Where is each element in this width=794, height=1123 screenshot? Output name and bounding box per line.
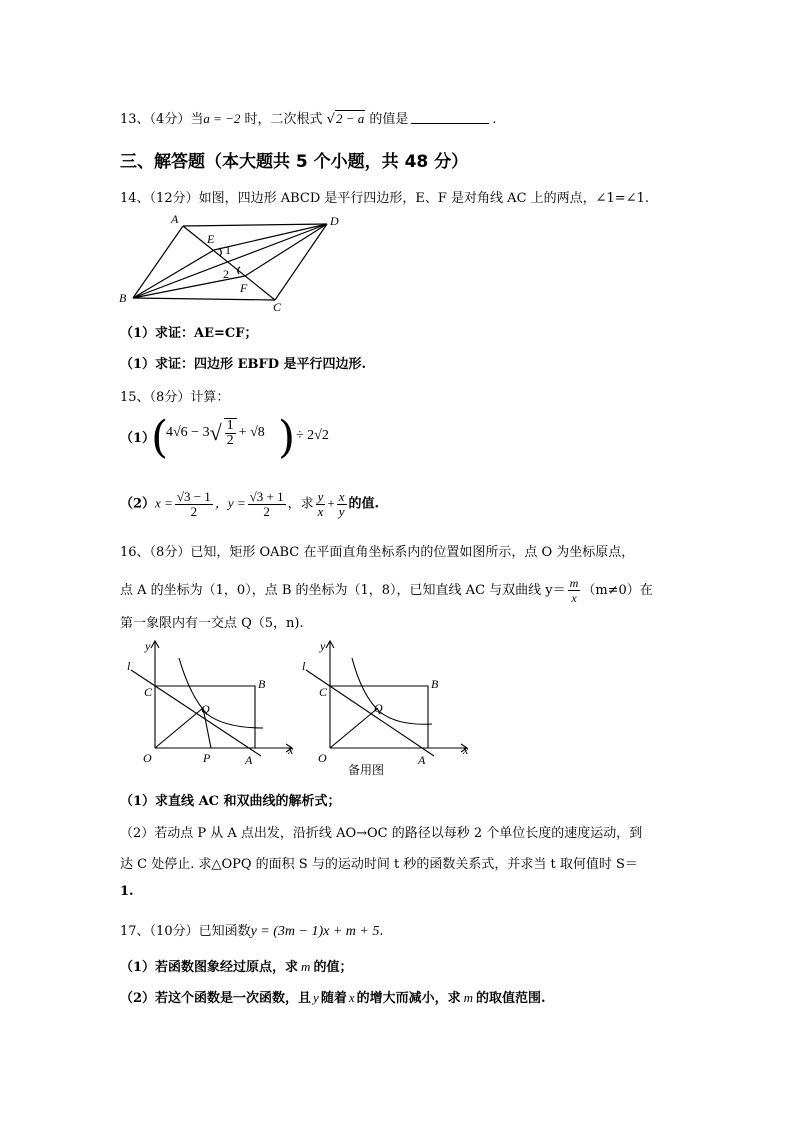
y-over-x bbox=[316, 490, 326, 519]
q15-head: 15、（8分）计算： bbox=[120, 390, 230, 405]
q16-line2-a: 点 A 的坐标为（1，0），点 B 的坐标为（1，8），已知直线 AC 与双曲线 y＝ bbox=[120, 583, 566, 598]
q16-part2-a: （2）若动点 P 从 A 点出发，沿折线 AO→OC 的路径以每秒 2 个单位长度的速度运动，到 bbox=[120, 826, 643, 841]
q16-part2-b: 达 C 处停止. 求△OPQ 的面积 S 与的运动时间 t 秒的函数关系式，并求当 t 取何值时 S＝ bbox=[120, 857, 638, 872]
label-a: A bbox=[171, 212, 179, 226]
q17-p1-b: 的值； bbox=[313, 960, 353, 975]
point-b-label: B bbox=[258, 677, 266, 691]
point-q-label: Q bbox=[201, 702, 210, 716]
x-over-y bbox=[337, 490, 347, 519]
section-heading: 三、解答题（本大题共 5 个小题，共 48 分） bbox=[120, 152, 469, 172]
q14-stem: 14、（12分）如图，四边形 ABCD 是平行四边形，E、F 是对角线 AC 上的两点，∠1=∠1. bbox=[120, 191, 649, 206]
point-a-label: A bbox=[245, 753, 253, 767]
sqrt-sign: √ bbox=[209, 420, 222, 446]
q13-mid: 时，二次根式 bbox=[240, 112, 327, 127]
q15-part1 bbox=[120, 427, 155, 446]
q15-p1-expr bbox=[166, 418, 265, 448]
frac-den: y bbox=[338, 504, 345, 519]
line-l-label: l bbox=[127, 659, 131, 673]
q16-line2 bbox=[120, 576, 653, 605]
parallelogram-figure bbox=[115, 212, 355, 314]
q17-end: . bbox=[379, 924, 384, 939]
q16-line1: 16、（8分）已知，矩形 OABC 在平面直角坐标系内的位置如图所示，点 O 为坐标原点， bbox=[120, 545, 635, 560]
line-l-label: l bbox=[302, 659, 306, 673]
q17-formula: y = (3m − 1)x + m + 5 bbox=[250, 924, 380, 939]
q15-p2-label: （2） bbox=[120, 496, 156, 512]
angle-2-label: 2 bbox=[223, 267, 229, 281]
q15-p2-y: ，y = bbox=[214, 495, 246, 511]
var-y: y bbox=[313, 990, 319, 1005]
frac-num: √3 + 1 bbox=[249, 489, 284, 504]
q17-part1 bbox=[120, 956, 352, 975]
frac-den: 2 bbox=[263, 504, 270, 519]
m-over-x bbox=[568, 576, 581, 605]
q15-p1-frac bbox=[224, 418, 237, 448]
frac-den: 2 bbox=[190, 504, 198, 519]
label-c: C bbox=[273, 300, 282, 314]
q16-line2-b: （m≠0）在 bbox=[582, 583, 653, 598]
q15-part2 bbox=[120, 490, 379, 519]
point-a-label: A bbox=[418, 753, 426, 767]
axis-y-label: y bbox=[145, 639, 151, 653]
point-q-label: Q bbox=[374, 701, 383, 715]
left-paren: ( bbox=[151, 412, 169, 463]
origin-label: O bbox=[318, 751, 327, 765]
axis-x-label: x bbox=[463, 743, 469, 757]
axis-x-label: x bbox=[288, 743, 294, 757]
plus-sign: + bbox=[327, 495, 335, 511]
q17-p2-a: （2）若这个函数是一次函数，且 bbox=[120, 991, 312, 1006]
q15-p1-label: （1） bbox=[120, 431, 156, 446]
point-p-label: P bbox=[203, 751, 211, 765]
coordinate-figure-main bbox=[115, 636, 305, 771]
y-fraction bbox=[248, 490, 286, 519]
var-m: m bbox=[301, 959, 311, 974]
frac-num: √3 − 1 bbox=[176, 489, 211, 504]
frac-num: y bbox=[317, 489, 324, 504]
q16-part2-c: 1. bbox=[120, 884, 134, 899]
x-fraction bbox=[175, 490, 213, 519]
label-e: E bbox=[207, 232, 215, 246]
q17-p2-c: 的增大而减小，求 bbox=[356, 991, 461, 1006]
q17-stem bbox=[120, 920, 384, 940]
frac-den: 2 bbox=[226, 433, 234, 448]
q16-part1: （1）求直线 AC 和双曲线的解析式； bbox=[120, 794, 341, 809]
q15-p2-ask: ，求 bbox=[287, 496, 314, 512]
var-x: x bbox=[348, 990, 355, 1005]
q15-p2-x: x = bbox=[155, 495, 173, 511]
frac-num: m bbox=[569, 576, 579, 590]
frac-num: 1 bbox=[226, 418, 234, 433]
q17-p2-d: 的取值范围. bbox=[476, 991, 546, 1006]
spare-figure-caption: 备用图 bbox=[348, 763, 385, 777]
coordinate-figure-spare bbox=[290, 636, 480, 781]
answer-blank[interactable] bbox=[411, 111, 489, 124]
var-m: m bbox=[463, 990, 474, 1005]
label-f: F bbox=[240, 281, 248, 295]
q17-head: 17、（10分）已知函数 bbox=[120, 924, 251, 939]
frac-den: x bbox=[317, 504, 324, 519]
right-paren: ) bbox=[278, 412, 296, 463]
q13-head: 13、（4分）当 bbox=[120, 112, 204, 127]
label-d: D bbox=[330, 214, 339, 228]
q15-p1-a: 4√6 − 3 bbox=[166, 425, 210, 441]
q13-condition: a = −2 bbox=[203, 111, 241, 126]
axis-y-label: y bbox=[320, 639, 326, 653]
q15-p2-tail: 的值. bbox=[348, 496, 380, 512]
q15-p1-tail: ÷ 2√2 bbox=[296, 428, 329, 443]
point-b-label: B bbox=[431, 677, 439, 691]
q16-line3: 第一象限内有一交点 Q（5，n). bbox=[120, 616, 304, 631]
q17-part2 bbox=[120, 987, 546, 1006]
q13-tail: 的值是 bbox=[365, 112, 409, 127]
point-c-label: C bbox=[319, 685, 328, 699]
frac-num: x bbox=[338, 489, 345, 504]
q13-end: . bbox=[492, 112, 497, 127]
q14-part2: （1）求证：四边形 EBFD 是平行四边形. bbox=[120, 357, 367, 372]
frac-den: x bbox=[571, 591, 577, 605]
point-c-label: C bbox=[144, 685, 153, 699]
angle-1-label: 1 bbox=[225, 243, 231, 257]
q15-p1-b: + √8 bbox=[238, 425, 265, 441]
question-13 bbox=[120, 108, 497, 127]
q13-radicand: 2 − a bbox=[335, 111, 365, 126]
origin-label: O bbox=[143, 751, 152, 765]
sqrt-sign: √ bbox=[326, 112, 335, 127]
q17-p1-a: （1）若函数图象经过原点，求 bbox=[120, 960, 299, 975]
q14-part1: （1）求证：AE=CF； bbox=[120, 326, 258, 341]
label-b: B bbox=[119, 291, 127, 305]
q17-p2-b: 随着 bbox=[320, 991, 347, 1006]
